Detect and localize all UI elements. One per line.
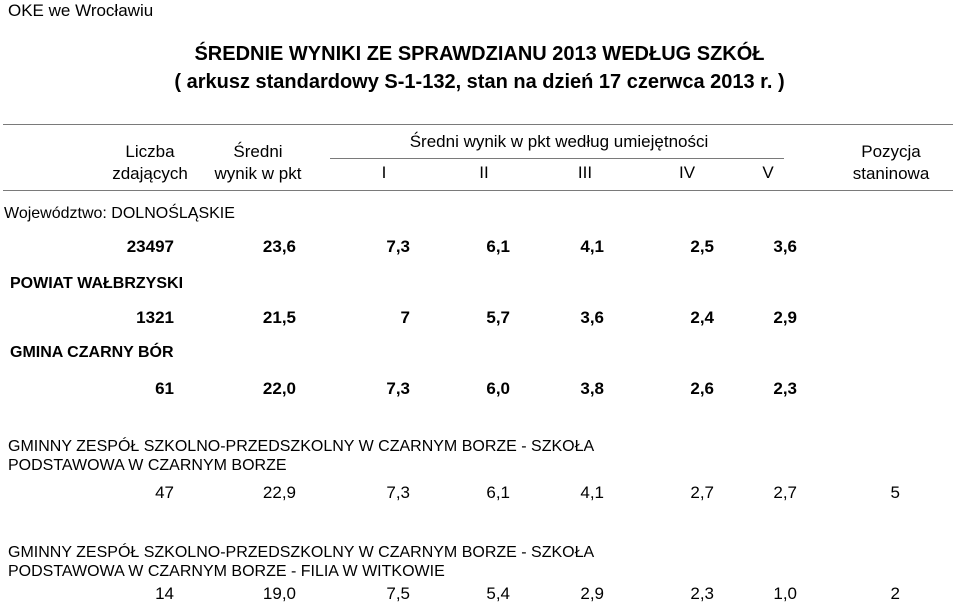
county-skill-1: 7	[400, 308, 410, 327]
region-skill-1: 7,3	[386, 237, 410, 256]
column-header-position-line1: Pozycja	[861, 142, 921, 161]
column-header-skills-title: Średni wynik w pkt według umiejętności	[409, 132, 709, 151]
municipality-skill-3: 3,8	[580, 379, 604, 398]
municipality-count: 61	[155, 379, 174, 398]
county-skill-2: 5,7	[486, 308, 510, 327]
county-skill-5: 2,9	[773, 308, 797, 327]
organization-label: OKE we Wrocławiu	[8, 1, 154, 20]
school-2-skill-1: 7,5	[386, 584, 410, 603]
municipality-skill-5: 2,3	[773, 379, 797, 398]
column-header-skill-1: I	[381, 163, 387, 182]
county-skill-3: 3,6	[580, 308, 604, 327]
column-header-count-line1: Liczba	[125, 142, 175, 161]
school-2-name-line1: GMINNY ZESPÓŁ SZKOLNO-PRZEDSZKOLNY W CZARNYM BORZE - SZKOŁA	[8, 544, 595, 561]
school-2-skill-4: 2,3	[690, 584, 714, 603]
report-title: ŚREDNIE WYNIKI ZE SPRAWDZIANU 2013 WEDŁUG SZKÓŁ	[194, 43, 765, 65]
county-mean: 21,5	[262, 308, 296, 327]
municipality-label: GMINA CZARNY BÓR	[10, 344, 174, 361]
region-skill-5: 3,6	[773, 237, 797, 256]
school-1-name-line1: GMINNY ZESPÓŁ SZKOLNO-PRZEDSZKOLNY W CZARNYM BORZE - SZKOŁA	[8, 438, 595, 455]
county-skill-4: 2,4	[690, 308, 714, 327]
school-1-skill-1: 7,3	[386, 483, 410, 502]
column-header-mean-line1: Średni	[233, 142, 283, 161]
municipality-skill-2: 6,0	[486, 379, 510, 398]
school-2-skill-5: 1,0	[773, 584, 797, 603]
region-mean: 23,6	[262, 237, 296, 256]
county-label: POWIAT WAŁBRZYSKI	[10, 275, 184, 292]
school-1-count: 47	[155, 483, 174, 502]
school-2-stanine: 2	[890, 584, 900, 603]
school-1-mean: 22,9	[262, 483, 296, 502]
column-header-position	[832, 141, 950, 185]
column-header-skill-5: V	[762, 163, 774, 182]
header-bottom-rule	[3, 190, 953, 191]
report-subtitle: ( arkusz standardowy S-1-132, stan na dzień 17 czerwca 2013 r. )	[174, 71, 785, 93]
region-count: 23497	[126, 237, 174, 256]
region-skill-4: 2,5	[690, 237, 714, 256]
column-header-count-line2: zdających	[112, 164, 188, 183]
school-1-skill-4: 2,7	[690, 483, 714, 502]
county-count: 1321	[136, 308, 174, 327]
school-1-name	[8, 437, 594, 475]
school-1-stanine: 5	[890, 483, 900, 502]
region-skill-2: 6,1	[486, 237, 510, 256]
school-1-skill-5: 2,7	[773, 483, 797, 502]
school-2-name	[8, 543, 594, 581]
municipality-skill-1: 7,3	[386, 379, 410, 398]
column-header-skill-2: II	[479, 163, 489, 182]
school-2-mean: 19,0	[262, 584, 296, 603]
column-header-position-line2: staninowa	[852, 164, 930, 183]
column-header-skill-3: III	[577, 163, 593, 182]
table-top-rule	[3, 124, 953, 125]
column-header-count	[92, 141, 208, 185]
school-2-skill-2: 5,4	[486, 584, 510, 603]
municipality-skill-4: 2,6	[690, 379, 714, 398]
skills-header-divider	[330, 158, 784, 159]
school-1-skill-2: 6,1	[486, 483, 510, 502]
column-header-mean	[200, 141, 316, 185]
column-header-mean-line2: wynik w pkt	[214, 164, 302, 183]
municipality-mean: 22,0	[262, 379, 296, 398]
region-skill-3: 4,1	[580, 237, 604, 256]
school-2-skill-3: 2,9	[580, 584, 604, 603]
school-2-name-line2: PODSTAWOWA W CZARNYM BORZE - FILIA W WITKOWIE	[8, 563, 445, 580]
school-1-skill-3: 4,1	[580, 483, 604, 502]
school-1-name-line2: PODSTAWOWA W CZARNYM BORZE	[8, 457, 287, 474]
column-header-skill-4: IV	[678, 163, 696, 182]
region-label: Województwo: DOLNOŚLĄSKIE	[4, 205, 235, 222]
school-2-count: 14	[155, 584, 174, 603]
